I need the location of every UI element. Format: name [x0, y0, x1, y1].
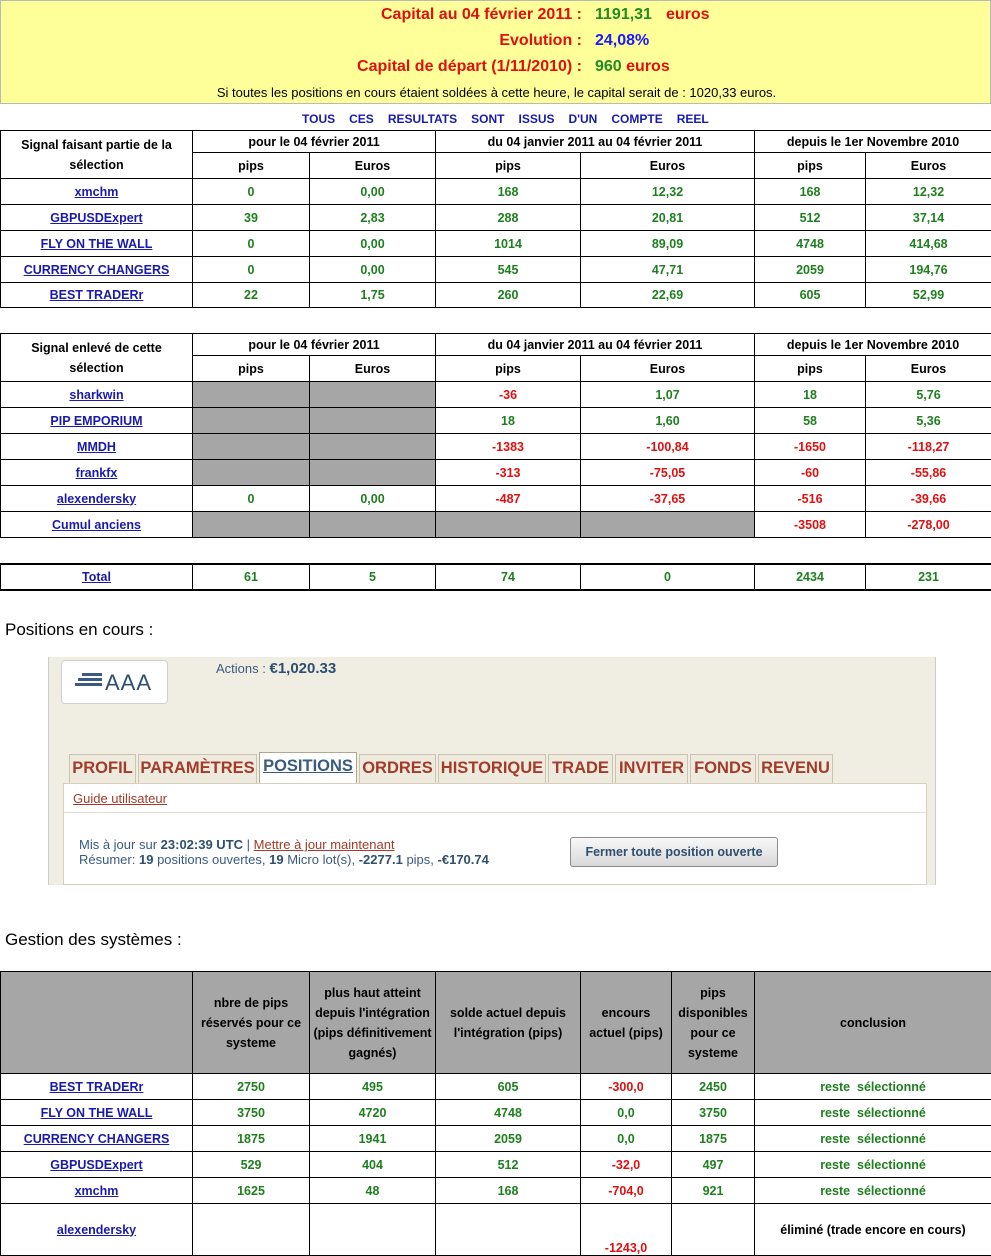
table-row — [1, 408, 991, 434]
cell: 545 — [436, 257, 581, 283]
cell: 5,76 — [866, 382, 991, 408]
col-pips: pips — [755, 356, 866, 382]
tab-revenu[interactable]: REVENU — [758, 754, 833, 783]
table-row — [1, 512, 991, 538]
cell: 12,32 — [866, 179, 991, 205]
col-pips: pips — [436, 153, 581, 179]
cell: 1875 — [672, 1126, 755, 1152]
cell: 414,68 — [866, 231, 991, 257]
hdr-reserved: nbre de pips réservés pour ce systeme — [193, 972, 310, 1074]
conclusion-cell: éliminé (trade encore en cours) — [755, 1204, 991, 1256]
table-row — [1, 460, 991, 486]
table-row — [1, 283, 991, 308]
empty-cell — [310, 460, 436, 486]
cell: -118,27 — [866, 434, 991, 460]
cell: 4748 — [436, 1100, 581, 1126]
cell: 1,75 — [310, 283, 436, 308]
cell: 497 — [672, 1152, 755, 1178]
tab-historique[interactable]: HISTORIQUE — [438, 754, 546, 783]
table-row — [1, 1204, 991, 1256]
table-row — [1, 257, 991, 283]
cell: 3750 — [672, 1100, 755, 1126]
cell: 22,69 — [581, 283, 755, 308]
updated-time: 23:02:39 UTC — [161, 837, 243, 852]
real-account-note: TOUS CES RESULTATS SONT ISSUS D'UN COMPTE REEL — [302, 112, 723, 126]
cell: 512 — [755, 205, 866, 231]
period-day: pour le 04 février 2011 — [193, 334, 436, 356]
evolution-label: Evolution : — [499, 32, 582, 50]
user-guide-link[interactable]: Guide utilisateur — [73, 791, 167, 806]
cell: 18 — [436, 408, 581, 434]
cell: 2,83 — [310, 205, 436, 231]
selected-title: Signal faisant partie de la sélection — [1, 131, 193, 179]
empty-cell — [310, 408, 436, 434]
hdr-outstanding: encours actuel (pips) — [581, 972, 672, 1074]
cell: 1014 — [436, 231, 581, 257]
period-total: depuis le 1er Novembre 2010 — [755, 131, 991, 153]
cell: -1650 — [755, 434, 866, 460]
account-actions — [216, 660, 336, 677]
tab-parametres[interactable]: PARAMÈTRES — [138, 754, 257, 783]
cell: 47,71 — [581, 257, 755, 283]
cell: -704,0 — [581, 1178, 672, 1204]
cell: -516 — [755, 486, 866, 512]
cell: 1,07 — [581, 382, 755, 408]
table-row — [1, 486, 991, 512]
cell: 194,76 — [866, 257, 991, 283]
conclusion-cell: reste sélectionné — [755, 1126, 991, 1152]
cell: 0 — [193, 179, 310, 205]
summary-pips-label: pips, — [406, 852, 433, 867]
cell: -487 — [436, 486, 581, 512]
cell: 0,00 — [310, 257, 436, 283]
cell: 231 — [866, 564, 991, 590]
table-row — [1, 1178, 991, 1204]
selected-signals-table — [0, 130, 991, 308]
summary-prefix: Résumer: — [79, 852, 135, 867]
hdr-available: pips disponibles pour ce systeme — [672, 972, 755, 1074]
col-pips: pips — [436, 356, 581, 382]
cell: -36 — [436, 382, 581, 408]
conclusion-cell: reste sélectionné — [755, 1178, 991, 1204]
col-euros: Euros — [581, 153, 755, 179]
signal-link[interactable]: xmchm — [75, 185, 119, 199]
cell: 0 — [581, 564, 755, 590]
cell — [310, 1204, 436, 1256]
signal-link[interactable]: alexendersky — [57, 492, 136, 506]
table-row — [1, 1100, 991, 1126]
empty-cell — [193, 512, 310, 538]
col-euros: Euros — [866, 153, 991, 179]
cell: 37,14 — [866, 205, 991, 231]
positions-title: Positions en cours : — [5, 620, 153, 640]
cell: 0,0 — [581, 1126, 672, 1152]
empty-cell — [581, 512, 755, 538]
start-capital-value: 960 — [595, 58, 622, 75]
cell: -75,05 — [581, 460, 755, 486]
col-euros: Euros — [866, 356, 991, 382]
cell: 1625 — [193, 1178, 310, 1204]
cell: 0,00 — [310, 179, 436, 205]
table-row — [1, 205, 991, 231]
cell: 89,09 — [581, 231, 755, 257]
empty-cell — [1, 972, 193, 1074]
signal-link[interactable]: GBPUSDExpert — [50, 1158, 142, 1172]
summary-lots: 19 — [269, 852, 283, 867]
gestion-title: Gestion des systèmes : — [5, 930, 182, 950]
total-link[interactable]: Total — [82, 570, 111, 584]
period-total: depuis le 1er Novembre 2010 — [755, 334, 991, 356]
empty-cell — [310, 382, 436, 408]
cell: 605 — [436, 1074, 581, 1100]
total-row — [1, 564, 991, 590]
cell: 0 — [193, 257, 310, 283]
cell: 1875 — [193, 1126, 310, 1152]
summary-pips: -2277.1 — [359, 852, 403, 867]
signal-link[interactable]: GBPUSDExpert — [50, 211, 142, 225]
cell: 0,00 — [310, 486, 436, 512]
cell: 4748 — [755, 231, 866, 257]
cell: 288 — [436, 205, 581, 231]
cell: 22 — [193, 283, 310, 308]
table-row — [1, 434, 991, 460]
cell: 48 — [310, 1178, 436, 1204]
cell: -300,0 — [581, 1074, 672, 1100]
cell: 0,00 — [310, 231, 436, 257]
signal-link[interactable]: FLY ON THE WALL — [41, 1106, 153, 1120]
update-status: Mis à jour sur 23:02:39 UTC | Mettre à jour maintenant Résumer: 19 positions ouvertes, 19 Micro lot(s), -2277.1 pips, -€170.74 — [79, 837, 489, 867]
evolution-value: 24,08% — [595, 32, 649, 50]
period-month: du 04 janvier 2011 au 04 février 2011 — [436, 334, 755, 356]
table-row — [1, 382, 991, 408]
cell: 3750 — [193, 1100, 310, 1126]
start-capital-unit: euros — [626, 58, 670, 75]
table-row — [1, 1126, 991, 1152]
empty-cell — [193, 434, 310, 460]
signal-link[interactable]: sharkwin — [69, 388, 123, 402]
cell: 605 — [755, 283, 866, 308]
period-month: du 04 janvier 2011 au 04 février 2011 — [436, 131, 755, 153]
cell: 5,36 — [866, 408, 991, 434]
update-now-link[interactable]: Mettre à jour maintenant — [254, 837, 395, 852]
positions-panel — [63, 783, 927, 885]
cell: 74 — [436, 564, 581, 590]
tab-trade[interactable]: TRADE — [548, 754, 613, 783]
broker-logo[interactable] — [61, 660, 168, 704]
empty-cell — [310, 434, 436, 460]
tab-fonds[interactable]: FONDS — [690, 754, 756, 783]
empty-cell — [436, 512, 581, 538]
divider — [64, 812, 928, 813]
col-pips: pips — [755, 153, 866, 179]
cell: -3508 — [755, 512, 866, 538]
capital-value: 1191,31 — [595, 6, 652, 23]
total-table — [0, 563, 991, 591]
cell — [436, 1204, 581, 1256]
updated-prefix: Mis à jour sur — [79, 837, 157, 852]
cell: 18 — [755, 382, 866, 408]
cell: 168 — [436, 179, 581, 205]
col-pips: pips — [193, 356, 310, 382]
summary-open-count: 19 — [139, 852, 153, 867]
tab-inviter[interactable]: INVITER — [615, 754, 688, 783]
cell: 921 — [672, 1178, 755, 1204]
col-euros: Euros — [310, 356, 436, 382]
cell: -278,00 — [866, 512, 991, 538]
empty-cell — [310, 512, 436, 538]
table-row — [1, 1152, 991, 1178]
summary-open-label: positions ouvertes, — [157, 852, 265, 867]
systems-table — [0, 971, 991, 1256]
tab-profil[interactable]: PROFIL — [69, 754, 136, 783]
capital-summary — [0, 0, 991, 104]
cell: 2059 — [755, 257, 866, 283]
removed-signals-table — [0, 333, 991, 538]
cell: 58 — [755, 408, 866, 434]
col-pips: pips — [193, 153, 310, 179]
start-capital-label: Capital de départ (1/11/2010) : — [357, 58, 582, 76]
projected-capital-note: Si toutes les positions en cours étaient soldées à cette heure, le capital serait de : 1020,33 euros. — [1, 85, 991, 100]
cell: 495 — [310, 1074, 436, 1100]
logo-text: AAA — [105, 670, 152, 696]
cell: -1243,0 — [581, 1204, 672, 1256]
signal-link[interactable]: BEST TRADERr — [50, 288, 144, 302]
signal-link[interactable]: CURRENCY CHANGERS — [24, 1132, 170, 1146]
broker-panel — [48, 657, 936, 885]
cell: 168 — [755, 179, 866, 205]
capital-label: Capital au 04 février 2011 : — [381, 6, 582, 24]
table-row — [1, 1074, 991, 1100]
signal-link[interactable]: PIP EMPORIUM — [50, 414, 142, 428]
signal-link[interactable]: xmchm — [75, 1184, 119, 1198]
summary-eur: -€170.74 — [438, 852, 489, 867]
cell: 5 — [310, 564, 436, 590]
cell: -32,0 — [581, 1152, 672, 1178]
cell: 12,32 — [581, 179, 755, 205]
col-euros: Euros — [310, 153, 436, 179]
cell: 4720 — [310, 1100, 436, 1126]
cell: 0 — [193, 231, 310, 257]
signal-link[interactable]: MMDH — [77, 440, 116, 454]
signal-link[interactable]: frankfx — [76, 466, 118, 480]
conclusion-cell: reste sélectionné — [755, 1152, 991, 1178]
logo-icon — [72, 673, 102, 693]
period-day: pour le 04 février 2011 — [193, 131, 436, 153]
cell: 52,99 — [866, 283, 991, 308]
cell: -39,66 — [866, 486, 991, 512]
tab-positions[interactable]: POSITIONS — [259, 752, 357, 783]
signal-link[interactable]: Cumul anciens — [52, 518, 141, 532]
cell: 2434 — [755, 564, 866, 590]
cell: 39 — [193, 205, 310, 231]
hdr-balance: solde actuel depuis l'intégration (pips) — [436, 972, 581, 1074]
cell: -37,65 — [581, 486, 755, 512]
hdr-conclusion: conclusion — [755, 972, 991, 1074]
table-row — [1, 231, 991, 257]
signal-link[interactable]: FLY ON THE WALL — [41, 237, 153, 251]
signal-link[interactable]: BEST TRADERr — [50, 1080, 144, 1094]
removed-title: Signal enlevé de cette sélection — [1, 334, 193, 382]
empty-cell — [193, 460, 310, 486]
hdr-highest: plus haut atteint depuis l'intégration (pips définitivement gagnés) — [310, 972, 436, 1074]
actions-value: €1,020.33 — [269, 660, 336, 677]
conclusion-cell: reste sélectionné — [755, 1100, 991, 1126]
tab-ordres[interactable]: ORDRES — [359, 754, 436, 783]
signal-link[interactable]: CURRENCY CHANGERS — [24, 263, 170, 277]
close-all-positions-button[interactable]: Fermer toute position ouverte — [570, 837, 778, 867]
cell: 2450 — [672, 1074, 755, 1100]
cell: 512 — [436, 1152, 581, 1178]
actions-label: Actions : — [216, 661, 266, 676]
conclusion-cell: reste sélectionné — [755, 1074, 991, 1100]
empty-cell — [193, 382, 310, 408]
cell: 2750 — [193, 1074, 310, 1100]
cell: 0 — [193, 486, 310, 512]
cell: 529 — [193, 1152, 310, 1178]
empty-cell — [193, 408, 310, 434]
table-row — [1, 179, 991, 205]
capital-unit: euros — [666, 6, 710, 23]
cell: 404 — [310, 1152, 436, 1178]
cell — [672, 1204, 755, 1256]
cell: 2059 — [436, 1126, 581, 1152]
col-euros: Euros — [581, 356, 755, 382]
cell: -60 — [755, 460, 866, 486]
cell: 260 — [436, 283, 581, 308]
cell: 20,81 — [581, 205, 755, 231]
cell: -100,84 — [581, 434, 755, 460]
cell: -313 — [436, 460, 581, 486]
cell: 1,60 — [581, 408, 755, 434]
cell: 61 — [193, 564, 310, 590]
cell: -1383 — [436, 434, 581, 460]
cell: 168 — [436, 1178, 581, 1204]
cell — [193, 1204, 310, 1256]
cell: 1941 — [310, 1126, 436, 1152]
cell: 0,0 — [581, 1100, 672, 1126]
cell: -55,86 — [866, 460, 991, 486]
signal-link[interactable]: alexendersky — [57, 1223, 136, 1237]
summary-lots-label: Micro lot(s), — [287, 852, 355, 867]
